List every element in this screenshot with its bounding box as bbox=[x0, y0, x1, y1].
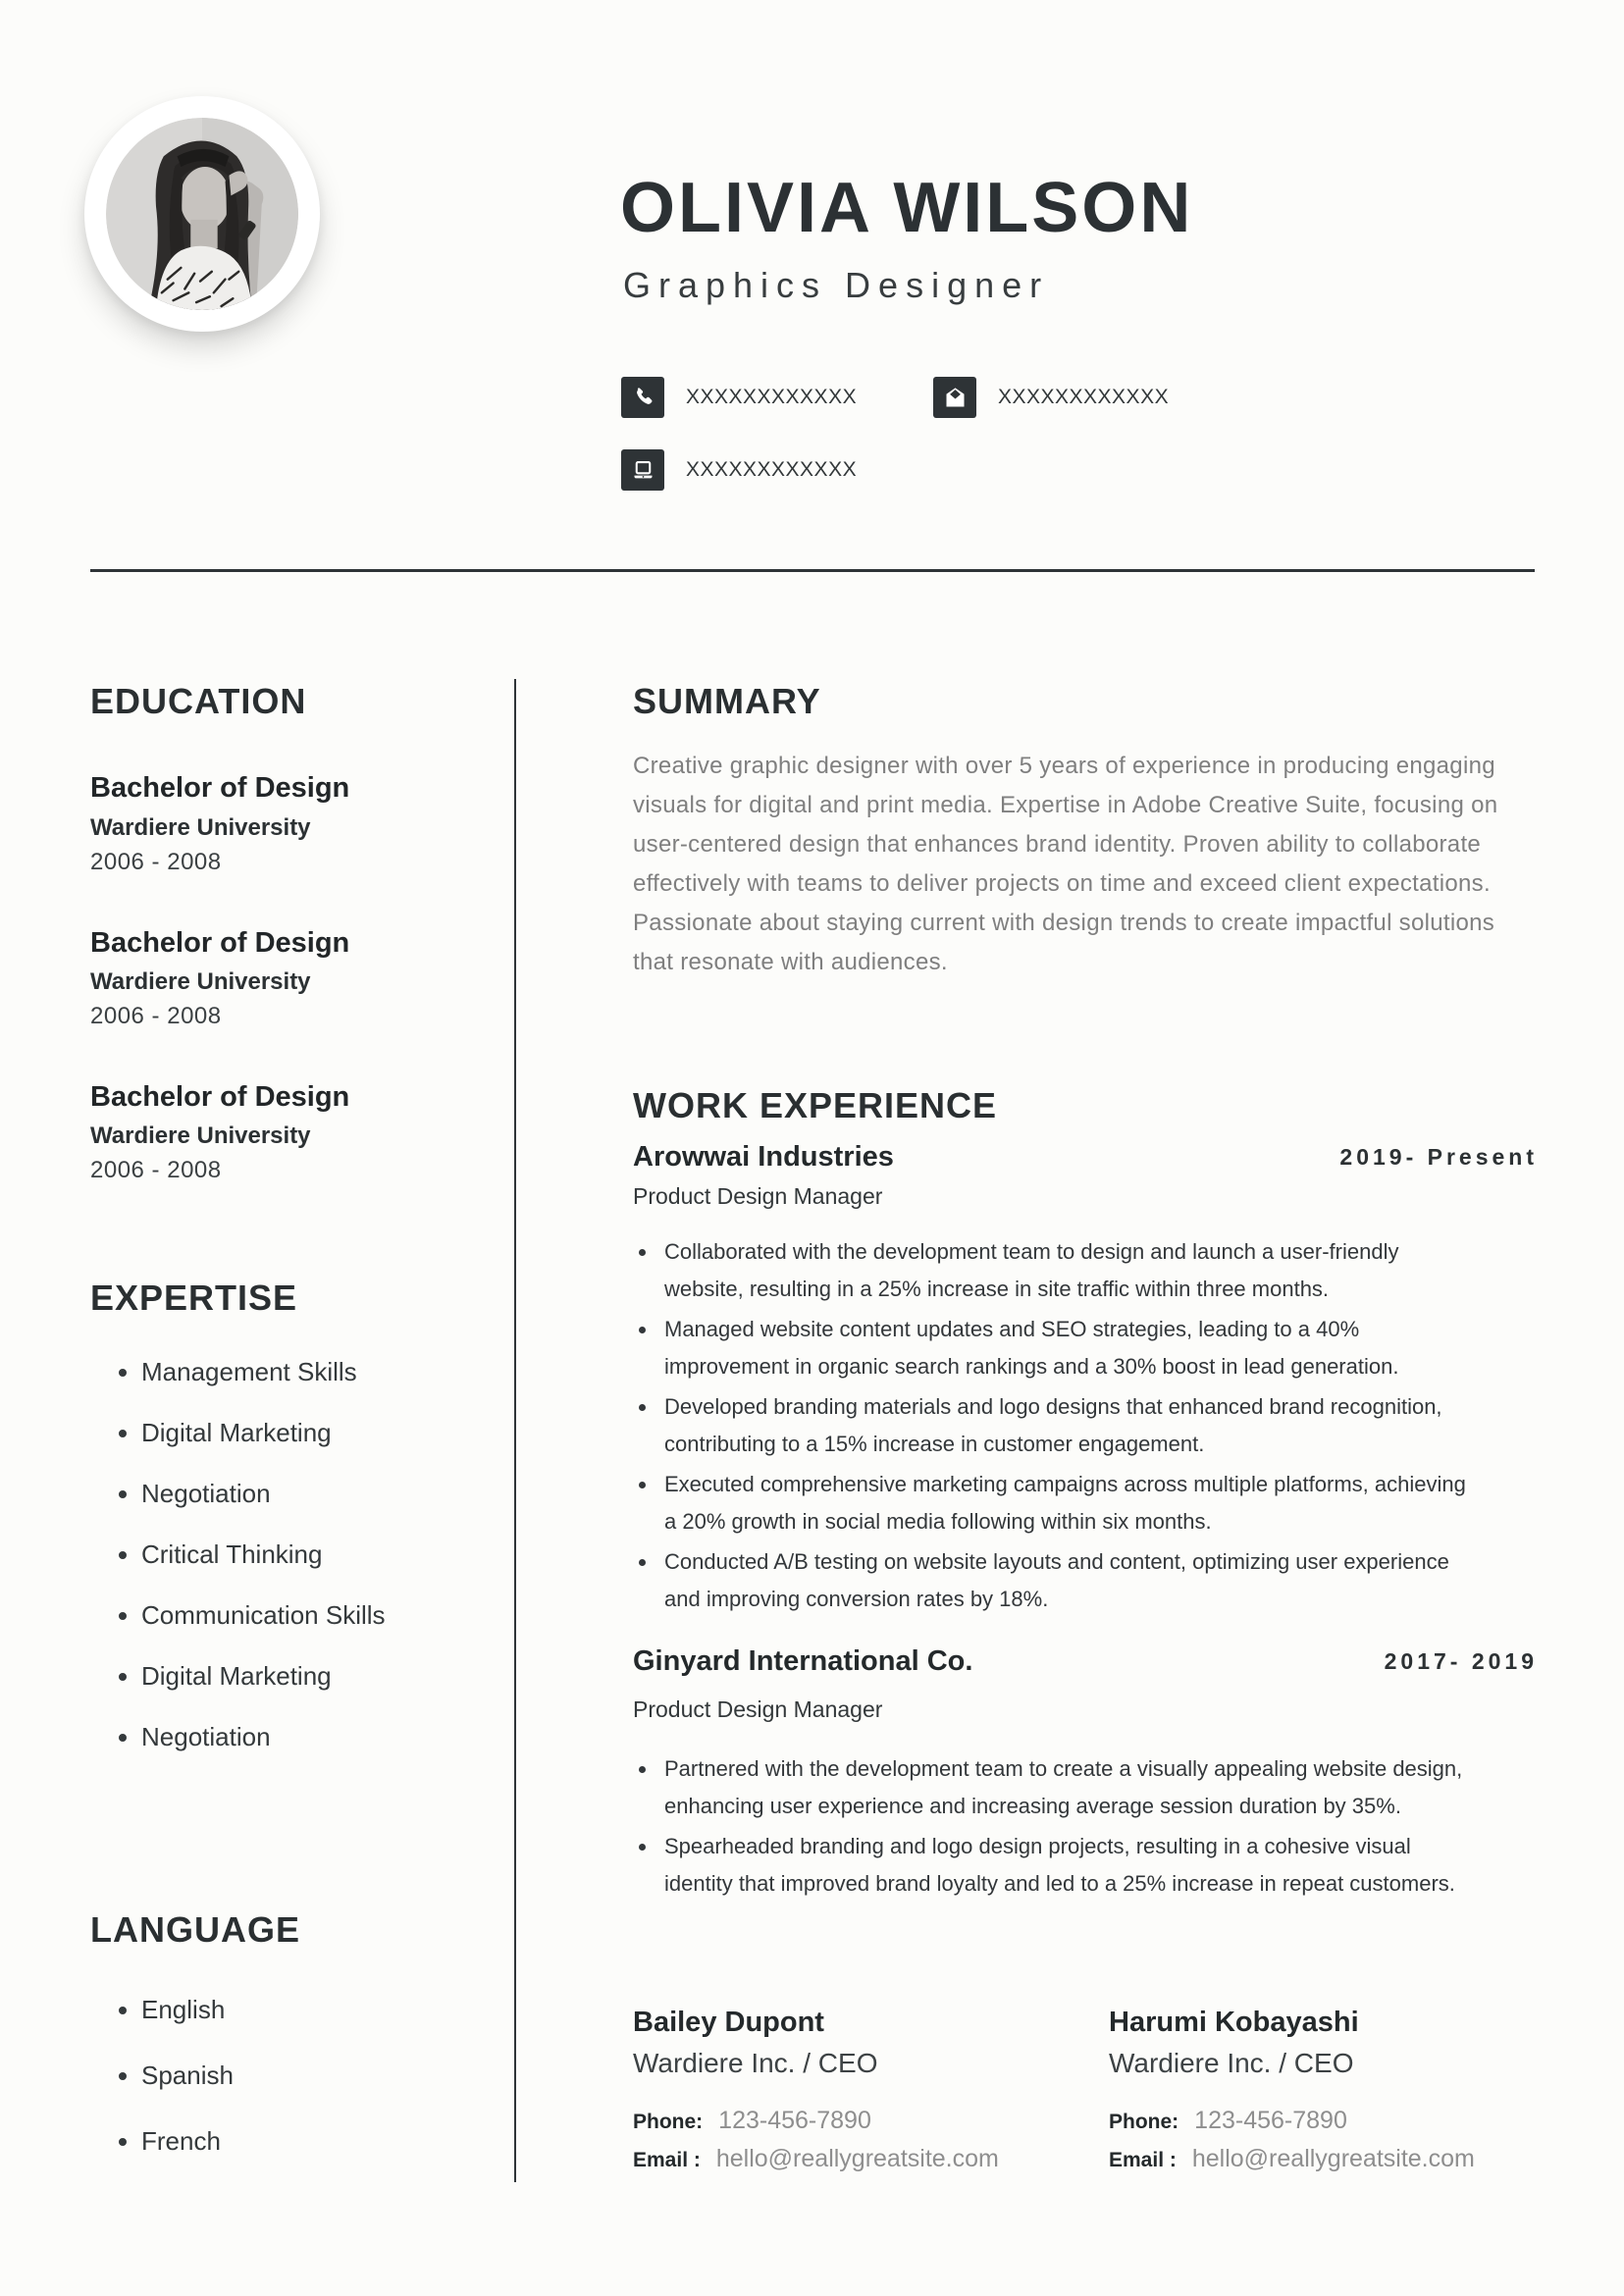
expertise-item: • Critical Thinking bbox=[141, 1539, 512, 1569]
profile-photo-ring bbox=[84, 96, 320, 332]
portrait-illustration bbox=[106, 118, 298, 310]
language-item: • Spanish bbox=[141, 2061, 512, 2090]
language-section bbox=[90, 1909, 512, 2192]
reference-card bbox=[633, 2006, 1094, 2173]
contact-list bbox=[621, 377, 1169, 491]
email-label: Email : bbox=[1109, 2148, 1177, 2171]
person-job-title: Graphics Designer bbox=[623, 265, 1050, 305]
degree: Bachelor of Design bbox=[90, 926, 350, 959]
contact-website bbox=[621, 449, 933, 491]
expertise-list bbox=[90, 1357, 512, 1751]
company-name: Ginyard International Co. bbox=[633, 1644, 973, 1677]
phone-number: 123-456-7890 bbox=[1194, 2106, 1347, 2134]
school: Wardiere University bbox=[90, 813, 311, 841]
reference-email-row bbox=[1109, 2145, 1570, 2173]
education-dates: 2006 - 2008 bbox=[90, 1003, 222, 1030]
job-role: Product Design Manager bbox=[633, 1182, 883, 1209]
expertise-item: • Digital Marketing bbox=[141, 1418, 512, 1447]
language-item: • French bbox=[141, 2126, 512, 2156]
expertise-section bbox=[90, 1278, 512, 1783]
education-entry bbox=[90, 927, 483, 1030]
email-address: hello@reallygreatsite.com bbox=[715, 2144, 999, 2172]
reference-phone-row bbox=[633, 2107, 1094, 2135]
company-name: Arowwai Industries bbox=[633, 1141, 894, 1174]
work-experience-heading: WORK EXPERIENCE bbox=[633, 1085, 998, 1125]
phone-value: XXXXXXXXXXXX bbox=[686, 386, 858, 408]
column-divider bbox=[514, 679, 516, 2182]
job-bullet: • Executed comprehensive marketing campaigns across multiple platforms, achieving a 20% growth in social media following within six months. bbox=[658, 1466, 1467, 1540]
phone-label: Phone: bbox=[633, 2110, 704, 2133]
summary-heading: SUMMARY bbox=[633, 681, 821, 721]
job-header bbox=[633, 1139, 1538, 1174]
email-label: Email : bbox=[633, 2148, 701, 2171]
reference-phone-row bbox=[1109, 2107, 1570, 2135]
education-entry bbox=[90, 1081, 483, 1184]
work-experience-section bbox=[633, 1085, 1538, 1905]
job-bullet-list bbox=[633, 1750, 1467, 1903]
contact-email bbox=[933, 377, 1169, 418]
job-bullet: • Managed website content updates and SEO strategies, leading to a 40% improvement in organic search rankings and a 30% boost in lead generation. bbox=[658, 1311, 1467, 1385]
job-bullet-list bbox=[633, 1233, 1467, 1618]
school: Wardiere University bbox=[90, 968, 311, 996]
job-bullet: • Developed branding materials and logo designs that enhanced brand recognition, contributing to a 15% increase in customer engagement. bbox=[658, 1388, 1467, 1463]
job-bullet: • Conducted A/B testing on website layouts and content, optimizing user experience and improving conversion rates by 18%. bbox=[658, 1543, 1467, 1618]
person-name: OLIVIA WILSON bbox=[620, 169, 1194, 247]
education-heading: EDUCATION bbox=[90, 681, 307, 721]
reference-card bbox=[1109, 2006, 1570, 2173]
job-entry bbox=[633, 1644, 1538, 1903]
phone-number: 123-456-7890 bbox=[718, 2106, 871, 2134]
degree: Bachelor of Design bbox=[90, 1081, 350, 1114]
expertise-item: • Negotiation bbox=[141, 1722, 512, 1751]
degree: Bachelor of Design bbox=[90, 772, 350, 805]
reference-org: Wardiere Inc. / CEO bbox=[633, 2047, 878, 2078]
school: Wardiere University bbox=[90, 1122, 311, 1150]
reference-name: Harumi Kobayashi bbox=[1109, 2007, 1359, 2038]
language-list bbox=[90, 1995, 512, 2156]
job-bullet: • Collaborated with the development team to design and launch a user-friendly website, resulting in a 25% increase in site traffic within three months. bbox=[658, 1233, 1467, 1308]
job-dates: 2017- 2019 bbox=[1384, 1647, 1538, 1674]
phone-icon bbox=[621, 377, 664, 418]
expertise-item: • Negotiation bbox=[141, 1479, 512, 1508]
education-dates: 2006 - 2008 bbox=[90, 1157, 222, 1184]
language-item: • English bbox=[141, 1995, 512, 2024]
reference-name: Bailey Dupont bbox=[633, 2007, 824, 2038]
email-value: XXXXXXXXXXXX bbox=[998, 386, 1170, 408]
job-role: Product Design Manager bbox=[633, 1696, 883, 1722]
job-bullet: • Partnered with the development team to create a visually appealing website design, enhancing user experience and increasing average session duration by 35%. bbox=[658, 1750, 1467, 1825]
language-heading: LANGUAGE bbox=[90, 1909, 300, 1950]
expertise-item: • Communication Skills bbox=[141, 1600, 512, 1630]
reference-org: Wardiere Inc. / CEO bbox=[1109, 2047, 1354, 2078]
job-entry bbox=[633, 1139, 1538, 1617]
education-dates: 2006 - 2008 bbox=[90, 848, 222, 875]
laptop-icon bbox=[621, 449, 664, 491]
expertise-item: • Management Skills bbox=[141, 1357, 512, 1386]
website-value: XXXXXXXXXXXX bbox=[686, 458, 858, 481]
education-entry bbox=[90, 772, 483, 875]
contact-phone bbox=[621, 377, 933, 418]
education-section bbox=[90, 681, 483, 1184]
job-bullet: • Spearheaded branding and logo design projects, resulting in a cohesive visual identity that improved brand loyalty and led to a 25% increase in repeat customers. bbox=[658, 1828, 1467, 1903]
job-dates: 2019- Present bbox=[1339, 1144, 1538, 1171]
profile-photo bbox=[106, 118, 298, 310]
expertise-item: • Digital Marketing bbox=[141, 1661, 512, 1691]
email-icon bbox=[933, 377, 976, 418]
email-address: hello@reallygreatsite.com bbox=[1191, 2144, 1475, 2172]
job-header bbox=[633, 1644, 1538, 1679]
header-divider bbox=[90, 569, 1535, 572]
phone-label: Phone: bbox=[1109, 2110, 1179, 2133]
expertise-heading: EXPERTISE bbox=[90, 1278, 298, 1318]
summary-section bbox=[633, 681, 1528, 982]
reference-email-row bbox=[633, 2145, 1094, 2173]
summary-text: Creative graphic designer with over 5 years of experience in producing engaging visuals for digital and print media. Expertise in Adobe Creative Suite, focusing on user-centered design that enhances brand identity. Proven ability to collaborate effectively with teams to deliver projects on time and exceed client expectations. Passionate about staying current with design trends to create impactful solutions that resonate with audiences. bbox=[633, 753, 1498, 976]
